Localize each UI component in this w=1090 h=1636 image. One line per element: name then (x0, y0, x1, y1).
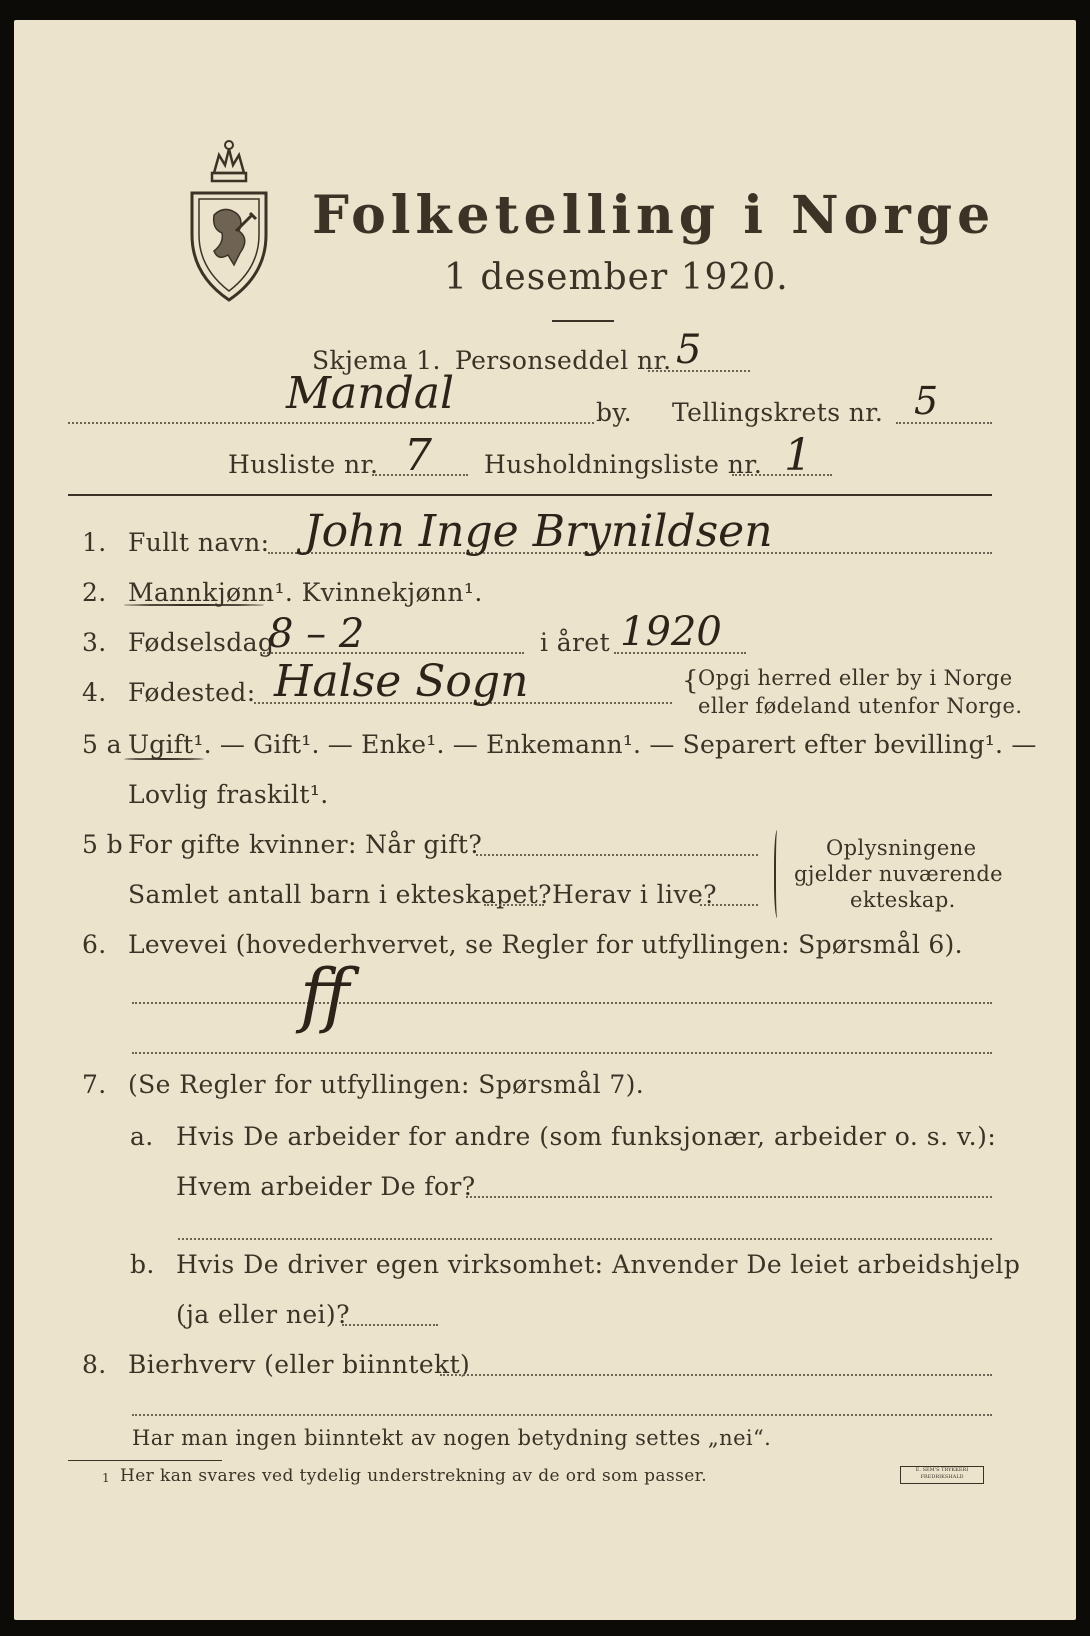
q6-value[interactable]: ff (300, 954, 350, 1036)
by-value[interactable]: Mandal (286, 368, 455, 419)
husliste-value[interactable]: 7 (404, 430, 432, 481)
q7b-line (342, 1324, 438, 1326)
q5b-label: For gifte kvinner: Når gift? (128, 830, 483, 859)
q5b-children-line (484, 904, 544, 906)
census-form-sheet (14, 20, 1076, 1620)
q7a-line1 (466, 1196, 992, 1198)
tellingskrets-line (896, 422, 992, 424)
q5a-label-line2: Lovlig fraskilt¹. (128, 780, 329, 809)
q5a-number: 5 a (82, 730, 122, 759)
q4-number: 4. (82, 678, 107, 707)
by-label: by. (596, 398, 632, 427)
q5a-label-marital: Ugift¹. — Gift¹. — Enke¹. — Enkemann¹. — Separert efter bevilling¹. — (128, 730, 1037, 759)
q2-underline-mannkjonn (124, 604, 264, 606)
q5b-note-line3: ekteskap. (850, 888, 956, 912)
q1-value-full-name[interactable]: John Inge Brynildsen (304, 506, 773, 557)
q5b-note-line2: gjelder nuværende (794, 862, 1003, 886)
q5b-alive-line (700, 904, 758, 906)
q3-year-label: i året (540, 628, 611, 657)
q2-number: 2. (82, 578, 107, 607)
husholdningsliste-label: Husholdningsliste nr. (484, 450, 763, 479)
q5b-label-children: Samlet antall barn i ekteskapet? (128, 880, 552, 909)
q4-note-line2: eller fødeland utenfor Norge. (698, 694, 1023, 718)
q3-value-birthdate[interactable]: 8 – 2 (268, 611, 365, 657)
footer-note: Har man ingen biinntekt av nogen betydning settes „nei“. (132, 1426, 772, 1450)
by-line (68, 422, 594, 424)
q6-label-occupation: Levevei (hovederhvervet, se Regler for utfyllingen: Spørsmål 6). (128, 930, 963, 959)
husholdningsliste-value[interactable]: 1 (784, 430, 812, 481)
q8-number: 8. (82, 1350, 107, 1379)
q3-label: Fødselsdag (128, 628, 275, 657)
q4-value-birthplace[interactable]: Halse Sogn (274, 656, 529, 707)
q4-note-brace: { (682, 666, 699, 696)
q5b-note-brace (774, 830, 782, 918)
q7-label: (Se Regler for utfyllingen: Spørsmål 7). (128, 1070, 645, 1099)
tellingskrets-label: Tellingskrets nr. (672, 398, 884, 427)
q7a-label-employer: Hvem arbeider De for? (176, 1172, 476, 1201)
form-title: Folketelling i Norge (312, 185, 996, 246)
census-date: 1 desember 1920. (444, 257, 789, 298)
q1-number: 1. (82, 528, 107, 557)
q6-number: 6. (82, 930, 107, 959)
q1-label: Fullt navn: (128, 528, 270, 557)
husholdningsliste-line (732, 474, 832, 476)
q8-label: Bierhverv (eller biinntekt) (128, 1350, 471, 1379)
q5a-underline-ugift (124, 758, 204, 760)
q6-line1 (132, 1002, 992, 1004)
q3-number: 3. (82, 628, 107, 657)
header-rule (68, 494, 992, 496)
coat-of-arms-emblem (184, 135, 274, 305)
q7-number: 7. (82, 1070, 107, 1099)
footnote-text: Her kan svares ved tydelig understrekning av de ord som passer. (120, 1466, 708, 1486)
q7b-label: Hvis De driver egen virksomhet: Anvender De leiet arbeidshjelp (176, 1250, 1021, 1279)
q2-label-gender: Mannkjønn¹. Kvinnekjønn¹. (128, 578, 483, 607)
q5b-note-line1: Oplysningene (826, 836, 977, 860)
q4-label: Fødested: (128, 678, 256, 707)
title-divider (552, 320, 614, 322)
personseddel-label: Personseddel nr. (455, 346, 672, 375)
tellingskrets-value[interactable]: 5 (914, 379, 939, 423)
q7b-label-yesno: (ja eller nei)? (176, 1300, 350, 1329)
skjema-label: Skjema 1. (312, 346, 441, 375)
q7b-number: b. (130, 1250, 155, 1279)
q8-line2 (132, 1414, 992, 1416)
personseddel-value[interactable]: 5 (676, 327, 702, 373)
footnote-mark: 1 (102, 1471, 111, 1485)
q7a-number: a. (130, 1122, 154, 1151)
q5b-number: 5 b (82, 830, 124, 859)
footnote-rule (68, 1460, 222, 1461)
husliste-label: Husliste nr. (228, 450, 379, 479)
q3-year-value[interactable]: 1920 (620, 609, 722, 655)
q8-line1 (440, 1374, 992, 1376)
q7a-line2 (178, 1238, 992, 1240)
q4-note-line1: Opgi herred eller by i Norge (698, 666, 1013, 690)
q5b-label-alive: Herav i live? (552, 880, 717, 909)
q5b-married-line (476, 854, 758, 856)
q7a-label: Hvis De arbeider for andre (som funksjonær, arbeider o. s. v.): (176, 1122, 997, 1151)
printer-stamp: E. SEM'S TRYKKERI FREDRIKSHALD (900, 1466, 984, 1484)
q6-line2 (132, 1052, 992, 1054)
